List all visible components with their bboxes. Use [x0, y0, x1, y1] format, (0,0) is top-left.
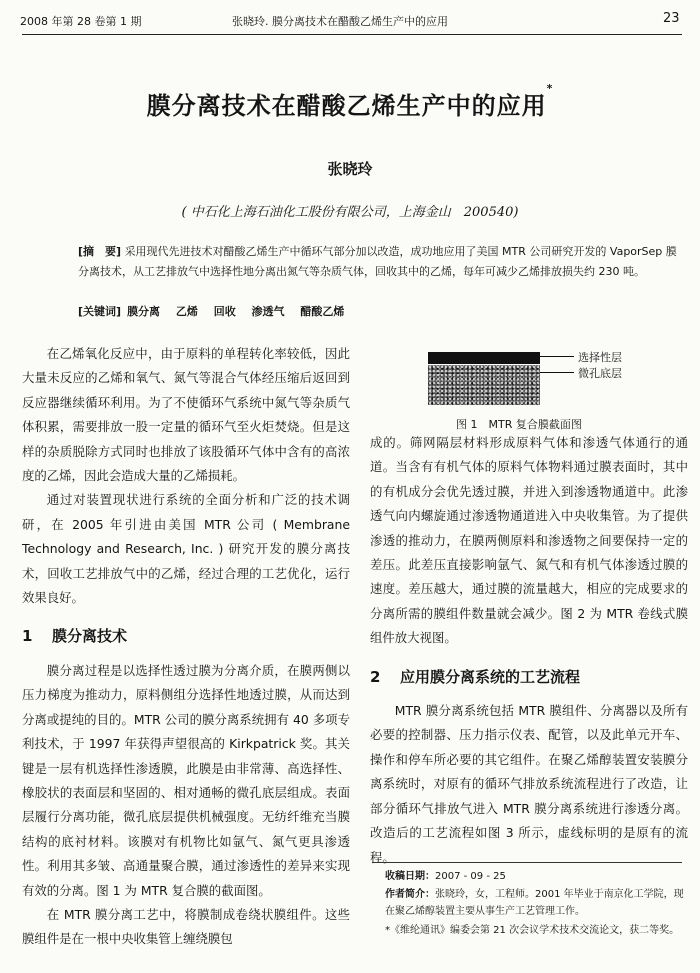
intro-paragraph-2: 通过对装置现状进行系统的全面分析和广泛的技术调研，在 2005 年引进由美国 MTR 公司 ( Membrane Technology and Research, Inc. ) 研究开发的膜分离技术，回收工艺排放气中的乙烯，经过合理的工艺优化，运行效果良好。 [22, 492, 350, 606]
footnote-received [385, 868, 685, 885]
figure-1-caption: 图 1 MTR 复合膜截面图 [456, 418, 582, 431]
affiliation: ( 中石化上海石油化工股份有限公司，上海金山 200540) [181, 205, 519, 220]
section-2-number: 2 [370, 667, 381, 686]
keywords-text: 膜分离 乙烯 回收 渗透气 醋酸乙烯 [127, 305, 345, 318]
article-title [0, 82, 700, 121]
journal-issue: 2008 年第 28 卷第 1 期 [20, 15, 142, 28]
received-label: 收稿日期： [385, 871, 435, 882]
section-1-title: 膜分离技术 [52, 627, 128, 646]
running-title: 张晓玲. 膜分离技术在醋酸乙烯生产中的应用 [232, 15, 448, 28]
abstract [78, 242, 678, 282]
abstract-text: 采用现代先进技术对醋酸乙烯生产中循环气部分加以改造，成功地应用了美国 MTR 公司研究开发的 VaporSep 膜分离技术，从工艺排放气中选择性地分离出氮气等杂质气体，回收其中的乙烯，每年可减少乙烯排放损失约 230 吨。 [78, 245, 677, 278]
footnote-author-bio [385, 886, 685, 920]
received-date: 2007 - 09 - 25 [435, 871, 506, 882]
section-2-title: 应用膜分离系统的工艺流程 [400, 667, 581, 686]
figure-1-membrane-cross-section [428, 352, 652, 408]
support-layer-leader-line [540, 372, 574, 373]
selective-layer-leader-line [540, 356, 574, 357]
header-rule [22, 34, 682, 35]
selective-layer-label: 选择性层 [578, 351, 622, 364]
section-1-paragraph-2: 在 MTR 膜分离工艺中，将膜制成卷绕状膜组件。这些膜组件是在一根中央收集管上缠绕膜包 [22, 906, 350, 947]
selective-layer-band [428, 352, 540, 364]
section-1-heading [22, 624, 350, 648]
left-column [22, 342, 350, 952]
author-name: 张晓玲 [327, 160, 373, 178]
page-number: 23 [663, 11, 680, 26]
footnote-rule [372, 862, 682, 863]
support-layer-label: 微孔底层 [578, 367, 622, 380]
section-1-paragraph-1: 膜分离过程是以选择性透过膜为分离介质，在膜两侧以压力梯度为推动力，原料侧组分选择性地透过膜，从而达到分离或提纯的目的。MTR 公司的膜分离系统拥有 40 多项专利技术，于 1997 年获得声望很高的 Kirkpatrick 奖。其关键是一层有机选择性渗透膜，此膜是由非常薄、高选择性、橡胶状的表面层和坚固的、相对通畅的微孔底层组成。表面层履行分离功能，微孔底层提供机械强度。无纺纤维充当膜结构的底衬材料。该膜对有机物比如氩气、氮气更具渗透性。利用其多皱、高通量聚合膜，通过渗透性的差异来实现有效的分离。图 1 为 MTR 复合膜的截面图。 [22, 662, 350, 898]
section-1-continuation: 成的。筛网隔层材料形成原料气体和渗透气体通行的通道。当含有有机气体的原料气体物料通过膜表面时，其中的有机成分会优先透过膜，并进入到渗透物通道中。此渗透气向内螺旋通过渗透物通道进入中央收集管。为了提供渗透的推动力，在膜两侧原料和渗透物之间要保持一定的差压。此差压直接影响氩气、氮气和有机气体渗透过膜的速度。差压越大，通过膜的流量越大，相应的完成要求的分离所需的膜组件数量就会减少。图 2 为 MTR 卷线式膜组件放大视图。 [370, 435, 688, 646]
article-title-text: 膜分离技术在醋酸乙烯生产中的应用 [146, 92, 547, 120]
keywords-label: [关键词] [78, 305, 122, 318]
footnote-conference: *《维纶通讯》编委会第 21 次会议学术技术交流论文，获二等奖。 [385, 925, 680, 936]
section-2-paragraph-1: MTR 膜分离系统包括 MTR 膜组件、分离器以及所有必要的控制器、压力指示仪表、配管，以及此单元开车、操作和停车所必要的其它组件。在聚乙烯醇装置安装膜分离系统时，对原有的循环气排放系统流程进行了改造，让部分循环气排放气进入 MTR 膜分离系统进行渗透分离。改造后的工艺流程如图 3 所示，虚线标明的是原有的流程。 [370, 703, 688, 865]
section-1-number: 1 [22, 627, 33, 646]
keywords [78, 302, 678, 322]
intro-paragraph-1: 在乙烯氧化反应中，由于原料的单程转化率较低，因此大量未反应的乙烯和氧气、氮气等混合气体经压缩后返回到反应器继续循环利用。为了不使循环气系统中氮气等杂质气体积累，需要排放一股一定量的循环气至火炬焚烧。但是这样的杂质脱除方式同时也排放了该股循环气体中含有的高浓度的乙烯，因此会造成大量的乙烯损耗。 [22, 346, 350, 484]
section-2-heading [370, 665, 688, 689]
title-footnote-mark: * [546, 82, 554, 95]
abstract-label: [摘 要] [78, 245, 122, 258]
right-column [370, 431, 688, 870]
microporous-support-band [428, 365, 540, 405]
bio-label: 作者简介： [385, 889, 435, 900]
author-bio: 张晓玲，女，工程师。2001 年毕业于南京化工学院，现在聚乙烯醇装置主要从事生产工艺管理工作。 [385, 889, 684, 917]
